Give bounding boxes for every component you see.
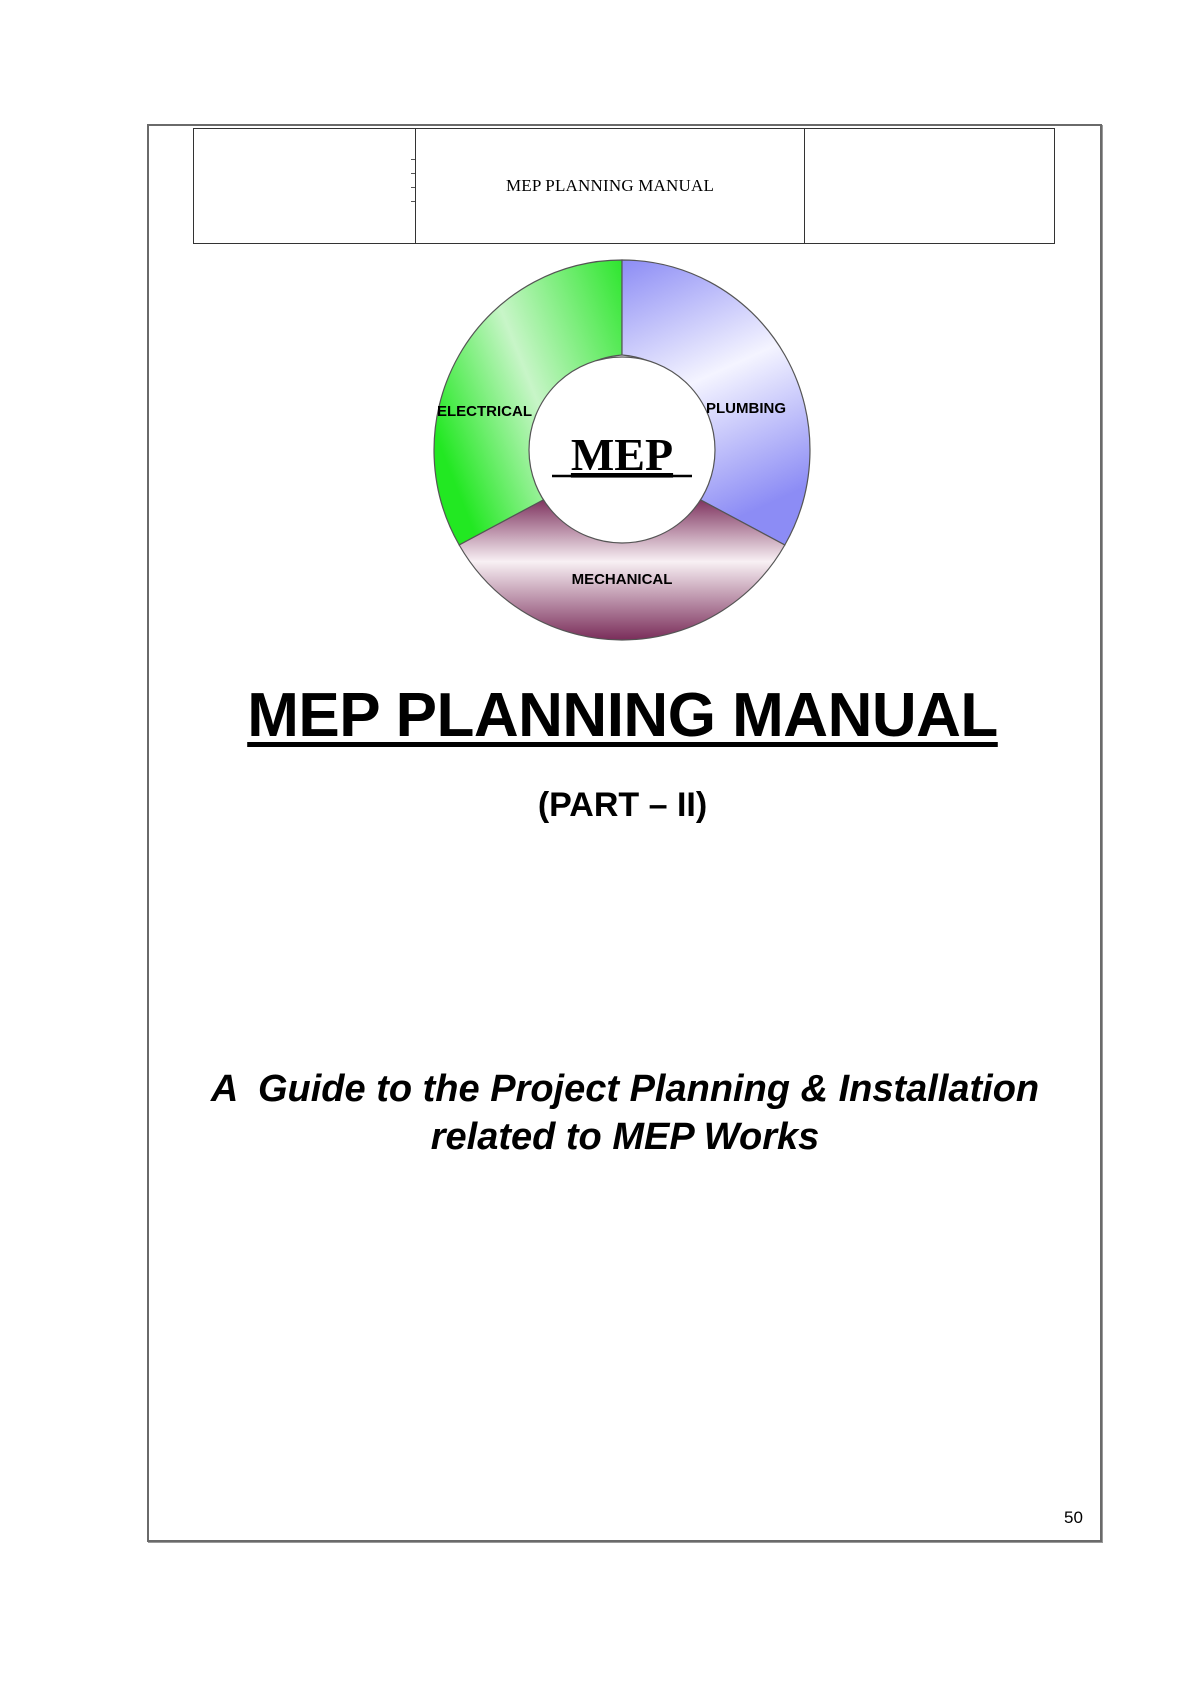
header-table <box>193 128 1055 244</box>
logo-center-text: MEP <box>570 429 674 480</box>
document-tagline <box>160 1065 1090 1161</box>
mep-donut-logo <box>432 258 812 642</box>
tagline-line-1: A Guide to the Project Planning & Installation <box>210 1068 1040 1110</box>
document-subtitle: (PART – II) <box>537 786 708 824</box>
header-tick-mark <box>411 187 415 188</box>
page-number: 50 <box>1064 1508 1083 1527</box>
header-empty-cell <box>805 129 1054 243</box>
document-title: MEP PLANNING MANUAL <box>247 681 998 750</box>
header-logo-cell <box>194 129 416 243</box>
header-tick-mark <box>411 173 415 174</box>
tagline-line-2: related to MEP Works <box>430 1116 820 1158</box>
electrical-label: ELECTRICAL <box>437 403 532 420</box>
header-tick-mark <box>411 159 415 160</box>
header-tick-mark <box>411 201 415 202</box>
header-title-cell <box>416 129 805 243</box>
header-title: MEP PLANNING MANUAL <box>505 176 715 195</box>
mechanical-label: MECHANICAL <box>571 571 673 588</box>
plumbing-label: PLUMBING <box>706 400 786 417</box>
